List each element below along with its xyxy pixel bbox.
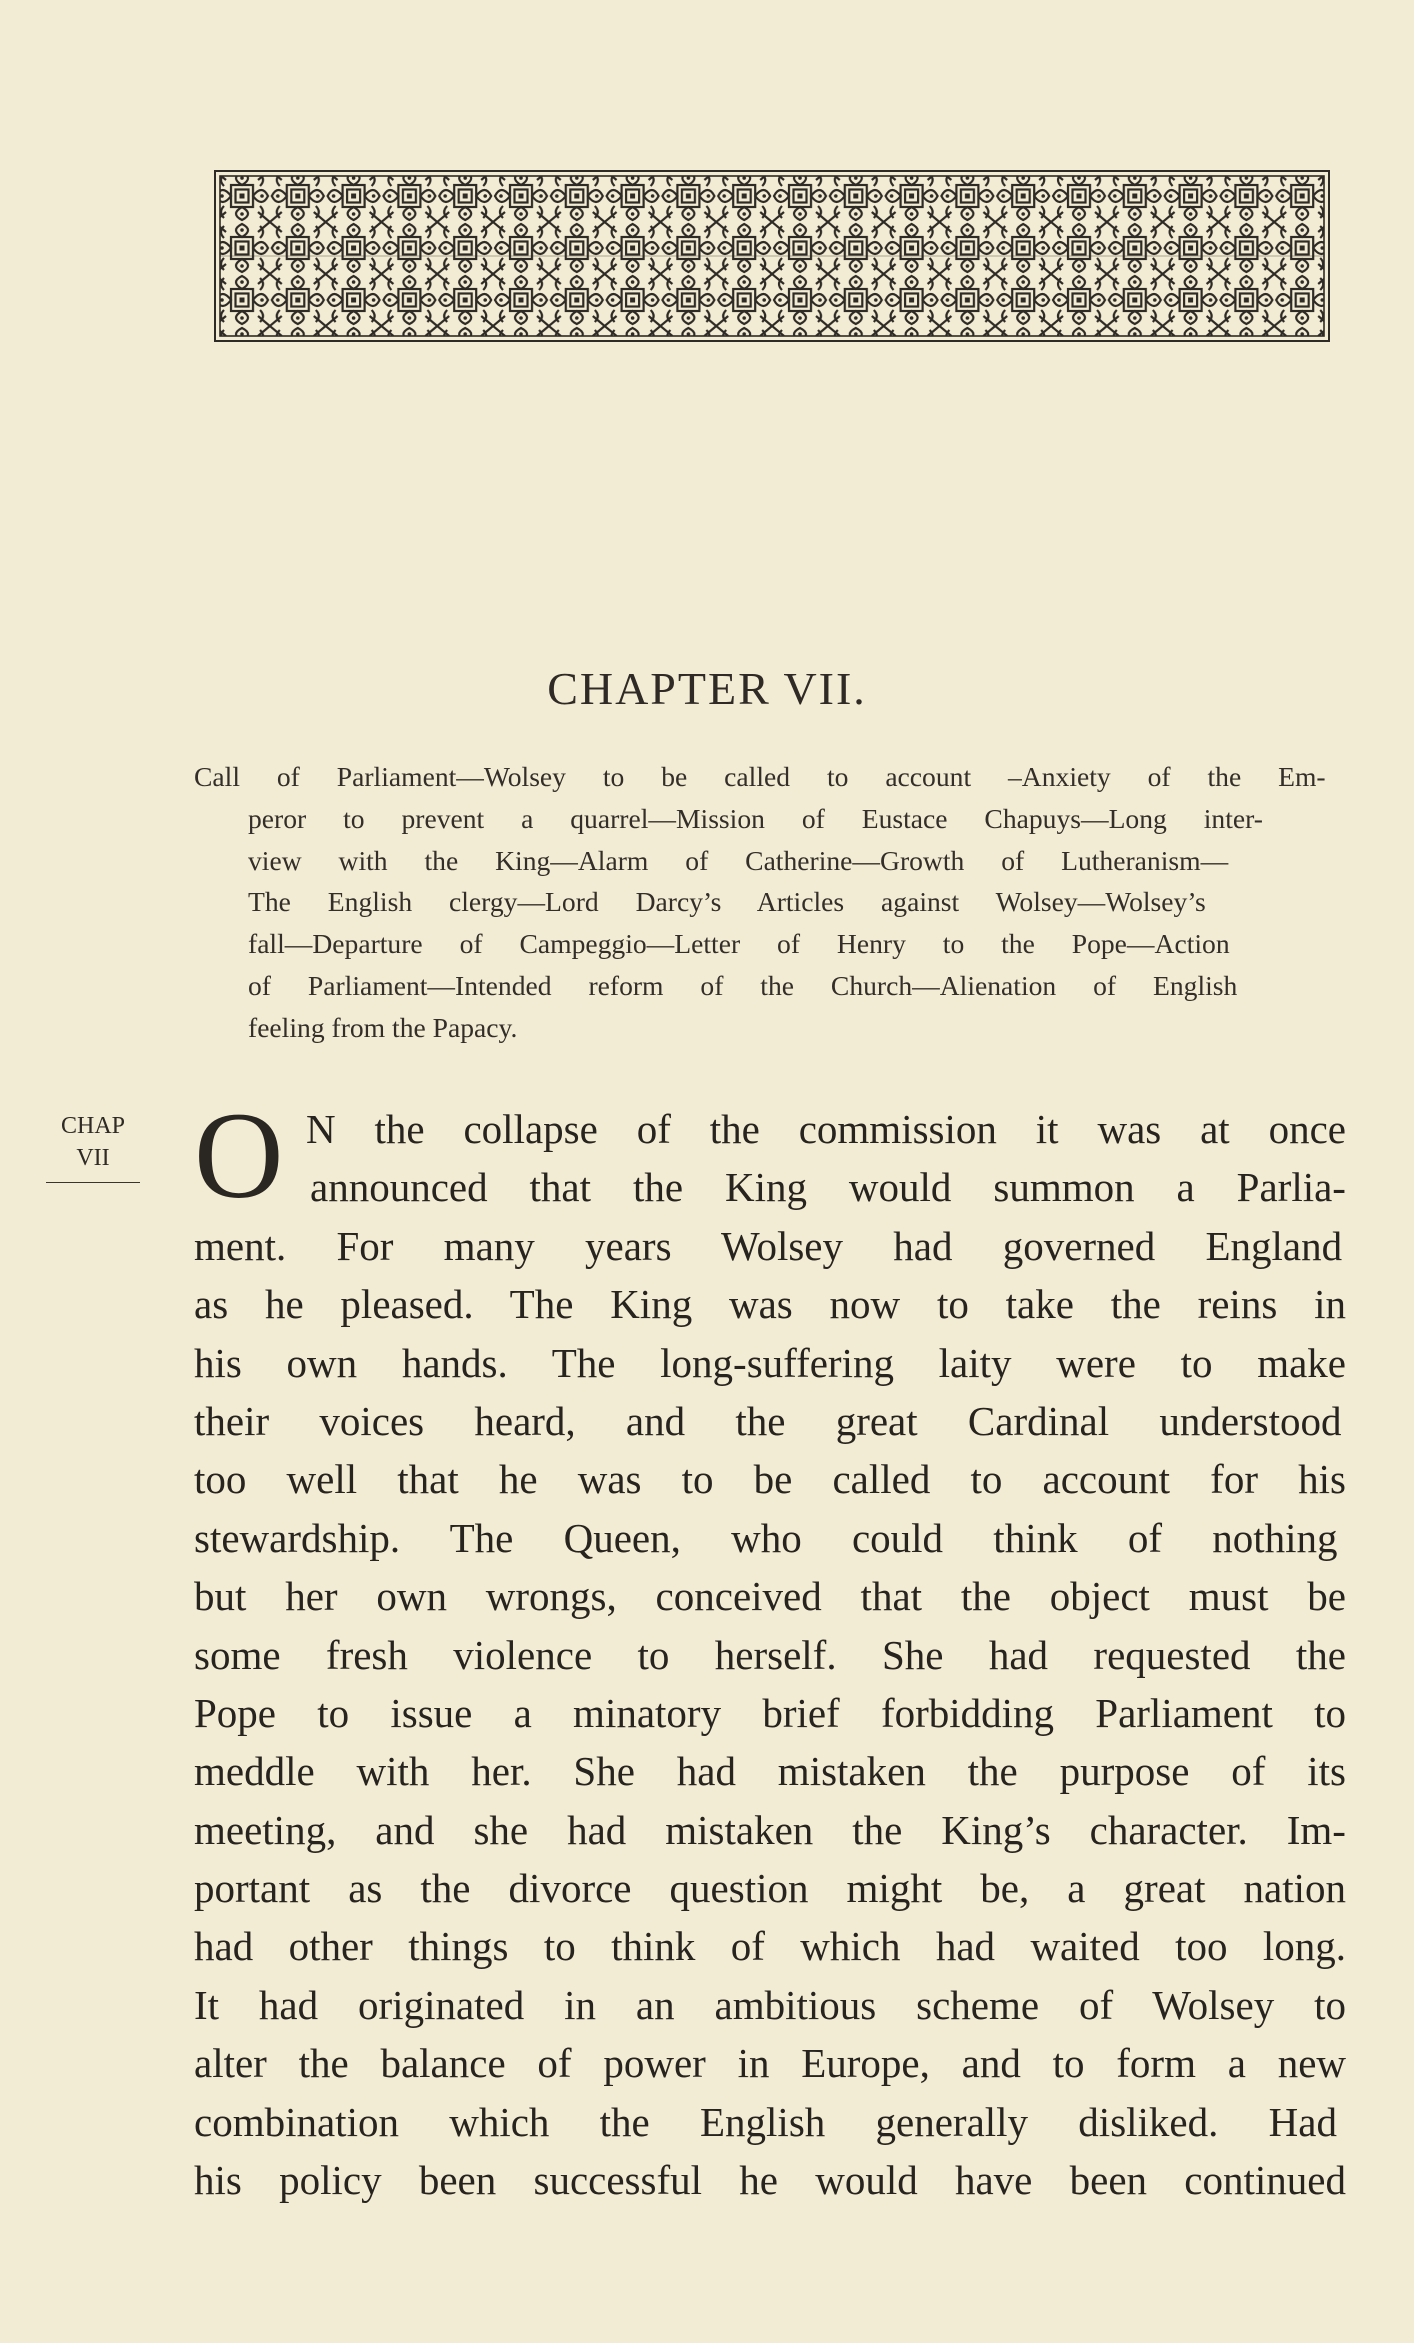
body-line (194, 1158, 1346, 1216)
body-line-text: meeting, and she had mistaken the King’s character. Im- (194, 1806, 1346, 1853)
body-line-text: some fresh violence to herself. She had requested the (194, 1631, 1346, 1678)
synopsis-line: The English clergy—Lord Darcy’s Articles against Wolsey—Wolsey’s (248, 886, 1206, 918)
margin-chapter-note (40, 1110, 146, 1183)
synopsis-line: of Parliament—Intended reform of the Church—Alienation of English (248, 969, 1238, 1001)
body-line (194, 1567, 1346, 1625)
body-line-text: It had originated in an ambitious scheme of Wolsey to (194, 1981, 1346, 2028)
body-line-text: announced that the King would summon a Parlia- (310, 1164, 1346, 1211)
body-line-text: his own hands. The long-suffering laity were to make (194, 1339, 1346, 1386)
body-line-text: portant as the divorce question might be, a great nation (194, 1865, 1347, 1912)
body-line (194, 1801, 1346, 1859)
margin-chap-number: VII (76, 1145, 110, 1171)
body-line (194, 1976, 1346, 2034)
body-text (194, 1100, 1346, 2209)
body-line-text: had other things to think of which had waited too long. (194, 1923, 1347, 1970)
body-line (194, 1859, 1346, 1917)
body-line (194, 1217, 1346, 1275)
body-line (194, 1334, 1346, 1392)
body-line (194, 1509, 1346, 1567)
body-line-text: combination which the English generally disliked. Had (194, 2098, 1337, 2145)
body-line-text: alter the balance of power in Europe, and to form a new (194, 2040, 1347, 2087)
body-line-text: ment. For many years Wolsey had governed England (194, 1222, 1343, 1269)
synopsis-line: view with the King—Alarm of Catherine—Growth of Lutheranism— (248, 844, 1229, 876)
body-line (194, 1626, 1346, 1684)
body-line (194, 1917, 1346, 1975)
body-line-text: as he pleased. The King was now to take the reins in (194, 1281, 1346, 1328)
synopsis-line: feeling from the Papacy. (248, 1011, 518, 1043)
body-line (194, 1742, 1346, 1800)
body-line-text: their voices heard, and the great Cardinal understood (194, 1397, 1342, 1444)
body-line (194, 1450, 1346, 1508)
body-line (194, 1684, 1346, 1742)
body-line-text: his policy been successful he would have been continued (194, 2157, 1346, 2204)
margin-chap-label: CHAP (60, 1113, 126, 1139)
chapter-title: CHAPTER VII. (547, 663, 867, 714)
synopsis-line: peror to prevent a quarrel—Mission of Eustace Chapuys—Long inter- (248, 802, 1263, 834)
body-line-text: Pope to issue a minatory brief forbidding Parliament to (194, 1689, 1347, 1736)
body-line (194, 1275, 1346, 1333)
body-line-text: too well that he was to be called to account for his (194, 1456, 1346, 1503)
body-line-text: N the collapse of the commission it was at once (306, 1106, 1346, 1152)
body-line-text: meddle with her. She had mistaken the purpose of its (194, 1748, 1346, 1795)
body-line (194, 2093, 1346, 2151)
body-line (194, 1392, 1346, 1450)
margin-rule (46, 1182, 140, 1183)
drop-cap: O (194, 1087, 284, 1224)
body-line-text: stewardship. The Queen, who could think of nothing (194, 1514, 1338, 1561)
body-line (194, 2034, 1346, 2092)
body-line (194, 1100, 1346, 1158)
chapter-synopsis (194, 756, 1346, 1049)
ornamental-headpiece (214, 170, 1330, 342)
synopsis-line: Call of Parliament—Wolsey to be called to account –Anxiety of the Em- (194, 761, 1326, 792)
synopsis-line: fall—Departure of Campeggio—Letter of Henry to the Pope—Action (248, 928, 1230, 960)
body-line (194, 2151, 1346, 2209)
body-line-text: but her own wrongs, conceived that the object must be (194, 1573, 1346, 1620)
